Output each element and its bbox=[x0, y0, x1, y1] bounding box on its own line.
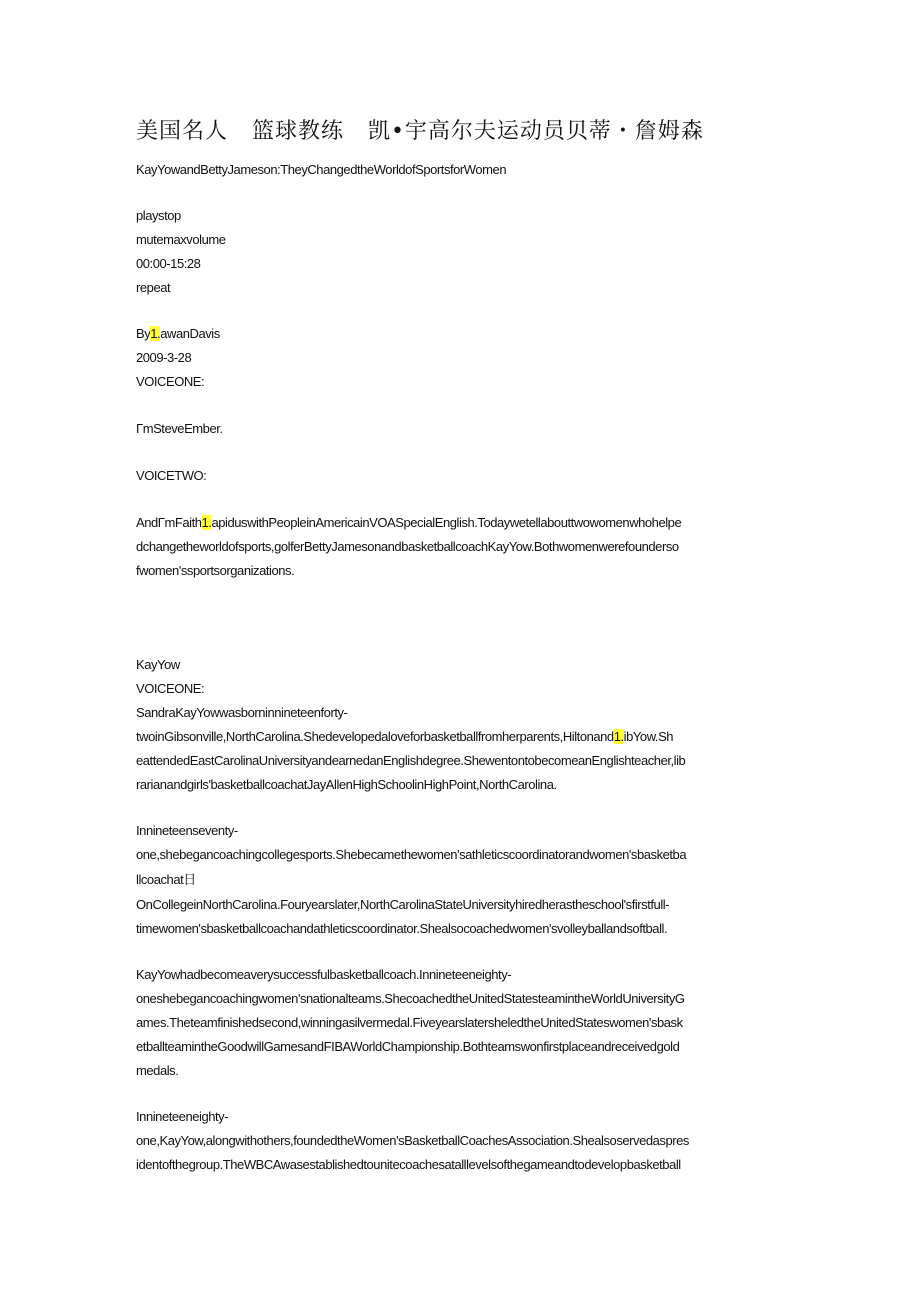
paragraph-line: llcoachat日 bbox=[136, 872, 196, 887]
speaker-label: VOICEONE: bbox=[136, 681, 205, 696]
paragraph-line: Innineteenseventy- bbox=[136, 823, 238, 838]
paragraph-line: KayYowhadbecomeaverysuccessfulbasketballcoach.Innineteeneighty- bbox=[136, 967, 512, 982]
text-run: AndΓmFaith bbox=[136, 515, 202, 530]
paragraph-line: eattendedEastCarolinaUniversityandearnedanEnglishdegree.ShewentontobecomeanEnglishteacher,lib bbox=[136, 753, 686, 768]
document-subtitle: KayYowandBettyJameson:TheyChangedtheWorldofSportsforWomen bbox=[136, 162, 507, 177]
paragraph-line: identofthegroup.TheWBCAwasestablishedtounitecoachesatalllevelsofthegameandtodevelopbasketball bbox=[136, 1157, 681, 1172]
highlight-mark: 1. bbox=[201, 515, 212, 530]
paragraph-line: dchangetheworldofsports,golferBettyJamesonandbasketballcoachKayYow.Bothwomenwerefounderso bbox=[136, 539, 679, 554]
player-controls-volume: mutemaxvolume bbox=[136, 232, 226, 247]
highlight-mark: 1. bbox=[150, 326, 161, 341]
dialogue-line: ΓmSteveEmber. bbox=[136, 421, 223, 436]
paragraph-line: ames.Theteamfinishedsecond,winningasilvermedal.FiveyearslatersheledtheUnitedStateswomen'sbask bbox=[136, 1015, 683, 1030]
paragraph-line: medals. bbox=[136, 1063, 179, 1078]
paragraph-line: one,KayYow,alongwithothers,foundedtheWomen'sBasketballCoachesAssociation.Shealsoservedaspres bbox=[136, 1133, 689, 1148]
speaker-label: VOICEONE: bbox=[136, 374, 205, 389]
text-run: apiduswithPeopleinAmericainVOASpecialEnglish.Todaywetellabouttwowomenwhohelpe bbox=[211, 515, 682, 530]
publish-date: 2009-3-28 bbox=[136, 350, 192, 365]
paragraph-line bbox=[136, 514, 788, 531]
paragraph-line: rarianandgirls'basketballcoachatJayAllenHighSchoolinHighPoint,NorthCarolina. bbox=[136, 777, 557, 792]
byline-prefix: By bbox=[136, 326, 151, 341]
paragraph-line: timewomen'sbasketballcoachandathleticscoordinator.Shealsocoachedwomen'svolleyballandsoftball. bbox=[136, 921, 668, 936]
text-run: twoinGibsonville,NorthCarolina.Shedevelopedaloveforbasketballfromherparents,Hiltonand bbox=[136, 729, 614, 744]
paragraph-line: oneshebegancoachingwomen'snationalteams.ShecoachedtheUnitedStatesteamintheWorldUniversityG bbox=[136, 991, 685, 1006]
paragraph-line: SandraKayYowwasborninnineteenforty- bbox=[136, 705, 348, 720]
paragraph-line: one,shebegancoachingcollegesports.Shebecamethewomen'sathleticscoordinatorandwomen'sbasketba bbox=[136, 847, 687, 862]
paragraph-line: OnCollegeinNorthCarolina.Fouryearslater,NorthCarolinaStateUniversityhiredherastheschool'sfirstfull- bbox=[136, 897, 670, 912]
paragraph-line: Innineteeneighty- bbox=[136, 1109, 229, 1124]
byline bbox=[136, 325, 788, 342]
player-time: 00:00-15:28 bbox=[136, 256, 201, 271]
byline-name: awanDavis bbox=[160, 326, 220, 341]
speaker-label: VOICETWO: bbox=[136, 468, 207, 483]
section-heading: KayYow bbox=[136, 657, 180, 672]
document-title: 美国名人 篮球教练 凯•宇高尔夫运动员贝蒂・詹姆森 bbox=[136, 119, 704, 144]
highlight-mark: 1. bbox=[613, 729, 624, 744]
text-run: ibYow.Sh bbox=[623, 729, 674, 744]
paragraph-line bbox=[136, 728, 788, 745]
player-controls-play-stop: playstop bbox=[136, 208, 181, 223]
paragraph-line: fwomen'ssportsorganizations. bbox=[136, 563, 295, 578]
paragraph-line: etballteamintheGoodwillGamesandFIBAWorldChampionship.Bothteamswonfirstplaceandreceivedgold bbox=[136, 1039, 680, 1054]
player-repeat: repeat bbox=[136, 280, 171, 295]
